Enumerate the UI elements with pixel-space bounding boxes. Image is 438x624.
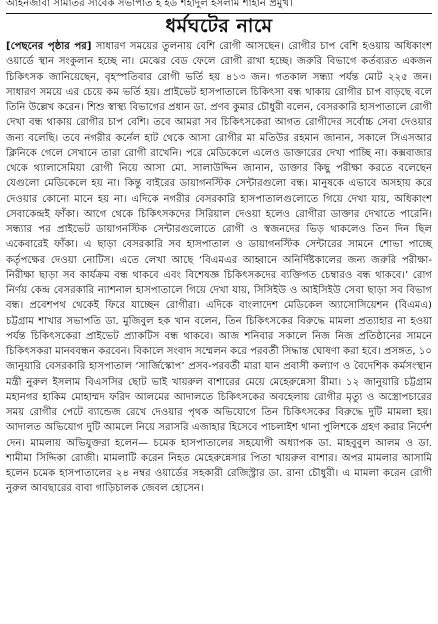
article-text: সাধারণ সময়ের তুলনায় বেশি রোগী আসছেন। রোগীর চাপ বেশি হওয়ায় অধিকাংশ ওয়ার্ডে স্থান সংকুলান হচ্ছে না। মেঝের বেড ফেলে রোগী রাখা হচ্ছে। জরুরি বিভাগে কর্তব্যরত একজন চিকিৎসক জানিয়েছেন, বৃহস্পতিবার রোগী ভর্তি হয় ৪১৩ জন। গতকাল সন্ধ্যা পর্যন্ত মোট ২২৫ জন। সাধারণ সময়ে এর চেয়ে কম ভর্তি হয়। প্রাইভেট হাসপাতালে চিকিৎসা বন্ধ থাকায় রোগীর চাপ বাড়ছে বলে তিনি উল্লেখ করেন। শিশু স্বাস্থ্য বিভাগের প্রধান ডা. প্রণব কুমার চৌধুরী বলেন, বেসরকারি হাসপাতালে রোগী দেখা বন্ধ থাকায় রোগীর চাপ বেশি। তবে আমরা সব চিকিৎসকেরা আগত রোগীদের সর্বোচ্চ সেবা দেওয়ার জন্য বলেছি। তবে নগরীর কর্নেল হাট থেকে আসা রোগীর মা মতিউর রহমান জানান, সকালে সিএসআর ক্লিনিকে গেলে সেখানে তারা রোগী রাখেনি। পরে মেডিকেলে এলেও ডাক্তারের দেখা পাচ্ছি না। কক্সবাজার থেকে থ্যালাসেমিয়া রোগী নিয়ে আসা মো. সালাউদ্দিন জানান, ডাক্তার কিছু পরীক্ষা করতে বলেছেন যেগুলো মেডিকেলে হয় না। কিন্তু বাইরের ডায়াগনস্টিক সেন্টারগুলো বন্ধ। মানুষকে এভাবে অসহায় করে দেওয়ার কোনো মানে হয় না। এদিকে নগরীর বেসরকারি হাসপাতালগুলোতে গিয়ে দেখা যায়, অধিকাংশ সেবাকেন্দ্রই ফাঁকা। আগে থেকে চিকিৎসকদের সিরিয়াল দেওয়া হলেও রোগীরা ডাক্তার দেখাতে পারেনি। সন্ধ্যার পর প্রাইভেট ডায়াগনস্টিক সেন্টারগুলোতে রোগী ও স্বজনদের ভিড় থাকলেও তিন দিন ছিল একেবারেই ফাঁকা। এ ছাড়া বেসরকারি সব হাসপাতাল ও ডায়াগনস্টিক সেন্টারের সামনে শোভা পাচ্ছে কর্তৃপক্ষের দেওয়া নোটিস। এতে লেখা আছে ‘বিএমএর আহ্বানে অনির্দিষ্টকালের জন্য জরুরি পরীক্ষা-নিরীক্ষা ছাড়া সব কার্যক্রম বন্ধ থাকবে এবং বিশেষজ্ঞ চিকিৎসকদের ব্যক্তিগত চেম্বারও বন্ধ থাকবে।’ রোগ নির্ণয় কেন্দ্র বেসরকারি ন্যাশনাল হাসপাতালে গিয়ে দেখা যায়, সিসিইউ ও আইসিইউ সেবা ছাড়া সব বিভাগ বন্ধ। প্রবেশপথ থেকেই ফিরে যাচ্ছেন রোগীরা। এদিকে বাংলাদেশ মেডিকেল অ্যাসোসিয়েশন (বিএমএ) চট্টগ্রাম শাখার সভাপতি ডা. মুজিবুল হক খান বলেন, তিন চিকিৎসকের বিরুদ্ধে মামলা প্রত্যাহার না হওয়া পর্যন্ত চিকিৎসকেরা প্রাইভেট প্র্যাকটিস বন্ধ থাকবে। আজ শনিবার সকালে নিজ নিজ প্রতিষ্ঠানের সামনে চিকিৎসকরা মানববন্ধন করবেন। বিকালে সংবাদ সম্মেলন করে পরবর্তী সিদ্ধান্ত ঘোষণা করা হবে। প্রসঙ্গত, ১০ জানুয়ারি বেসরকারি হাসপাতাল ‘সার্জিস্কোপ’ প্রসব-পরবর্তী মারা যান প্রবাসী কল্যাণ ও বৈদেশিক কর্মসংস্থান মন্ত্রী নুরুল ইসলাম বিএসসির ছোট ভাই খায়রুল বাশারের মেয়ে মেহেরুন্নেসা রীমা। ১২ জানুয়ারি চট্টগ্রাম মহানগর হাকিম মোহাম্মদ ফরিদ আলমের আদালতে চিকিৎসকের অবহেলায় রোগীর মৃত্যু ও অস্ত্রোপচারের সময় রোগীর পেটে ব্যান্ডেজ রেখে দেওয়ার পৃথক অভিযোগে তিন চিকিৎসকের বিরুদ্ধে দুটি মামলা হয়। আদালত অভিযোগ দুটি আমলে নিয়ে সরাসরি এজাহার হিসেবে পাচলাইশ থানা পুলিশকে গ্রহণ করার নির্দেশ দেন। মামলায় অভিযুক্তরা হলেন— চমেক হাসপাতালের সহযোগী অধ্যাপক ডা. মাহবুবুল আলম ও ডা. শামীমা সিদ্দিকা রোজী। মামলাটি করেন নিহত মেহেরুন্নেসার পিতা খায়রুল বাশার। অপর মামলার আসামি হলেন চমেক হাসপাতালের ২৪ নম্বর ওয়ার্ডের সহকারী রেজিস্ট্রার ডা. রানা চৌধুরী। এ মামলা করেন রোগী নুরুল আবছারের বাবা গাড়িচালক জেবল হোসেন। bbox=[6, 41, 433, 495]
news-article bbox=[6, 15, 432, 497]
continued-from-label: [পেছনের পৃষ্ঠার পর] bbox=[6, 41, 92, 52]
previous-article-tail: আহনজাবা সামাতর সাবেক সভাপাত হ হড শহাদুল হসলাম শাহান প্রমুখ। bbox=[6, 0, 432, 14]
article-body bbox=[6, 39, 432, 497]
article-headline: ধর্মঘটের নামে bbox=[165, 15, 273, 37]
